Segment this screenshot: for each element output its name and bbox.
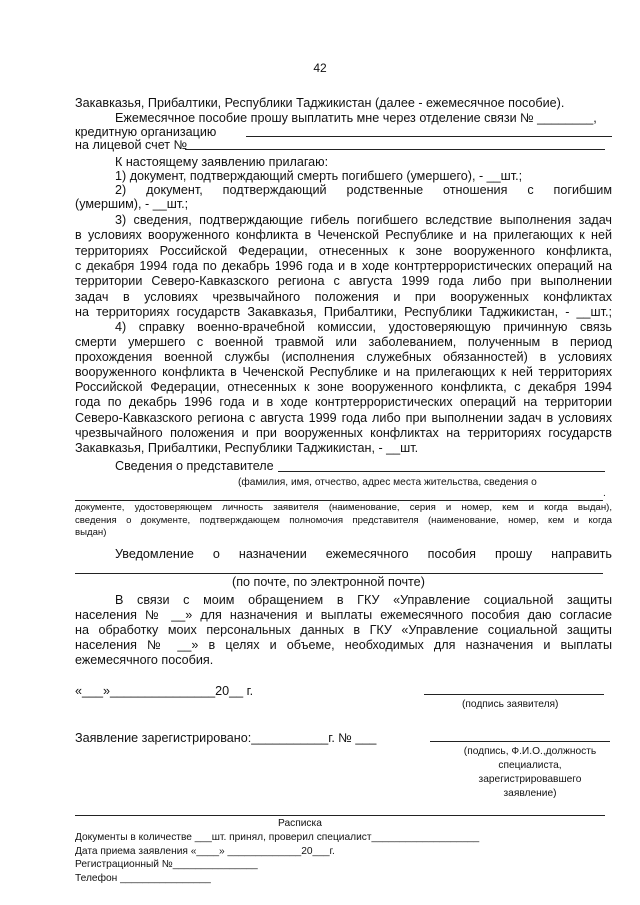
text-line: смерти умершего с военной травмой или заболеванием, полученным в период — [75, 335, 612, 349]
text-line: территориях Российской Федерации, отнесенных к зоне вооруженного конфликта, — [75, 244, 612, 258]
caption-line: документе, удостоверяющем личность заявителя (наименование, серия и номер, кем и когда выдан), — [75, 502, 612, 513]
label: Сведения о представителе — [115, 459, 274, 473]
receipt-phone: Телефон ________________ — [75, 873, 211, 884]
account-field[interactable] — [185, 149, 605, 150]
representative-field-2[interactable] — [75, 500, 603, 501]
text-line: Закавказья, Прибалтики, Республики Таджикистан, - __шт. — [75, 441, 419, 455]
text-line: Ежемесячное пособие прошу выплатить мне через отделение связи № ________, — [115, 111, 597, 125]
consent-line: населения № __» для назначения и выплаты ежемесячного пособия даю согласие — [75, 608, 612, 622]
date-field[interactable]: «___»_______________20__ г. — [75, 684, 254, 698]
text-line: на территориях государств Закавказья, Прибалтики, Республики Таджикистан, - __шт.; — [75, 305, 612, 319]
caption-line: сведения о документе, подтверждающем полномочия представителя (наименование, номер, кем и когда — [75, 515, 612, 526]
text-line: чрезвычайного положения и при вооруженных конфликтах на территориях государств — [75, 426, 612, 440]
text-line: 4) справку военно-врачебной комиссии, удостоверяющую причинную связь — [115, 320, 612, 334]
text-line: территории Северо-Кавказского региона с августа 1999 года либо при выполнении — [75, 274, 612, 288]
label: на лицевой счет № — [75, 138, 188, 152]
consent-line: ежемесячного пособия. — [75, 653, 214, 667]
text-line: прохождения военной службы (исполнения служебных обязанностей) в условиях — [75, 350, 612, 364]
consent-line: населения № __» в целях и объеме, необходимых для назначения и выплаты — [75, 638, 612, 652]
receipt-divider — [75, 815, 605, 816]
signature-caption: (подпись заявителя) — [462, 699, 559, 710]
notification-caption: (по почте, по электронной почте) — [232, 575, 425, 589]
text-line: года по декабрь 1996 года и в ходе контртеррористических операций на территории — [75, 395, 612, 409]
specialist-caption: зарегистрировавшего — [478, 774, 582, 785]
text-line: Северо-Кавказского региона с августа 1999 года либо при выполнении задач в условиях — [75, 411, 612, 425]
period: . — [603, 488, 606, 499]
account-line — [75, 137, 612, 153]
text-line: 3) сведения, подтверждающие гибель погибшего вследствие выполнения задач — [115, 213, 612, 227]
text-line: 1) документ, подтверждающий смерть погибшего (умершего), - __шт.; — [115, 169, 523, 183]
consent-line: В связи с моим обращением в ГКУ «Управление социальной защиты — [115, 593, 612, 607]
specialist-caption: (подпись, Ф.И.О.,должность — [463, 746, 597, 757]
text-line: Российской Федерации, отнесенных к зоне вооруженного конфликта, с декабря 1994 — [75, 380, 612, 394]
text-line: в условиях вооруженного конфликта в Чеченской Республике и на прилегающих к ней — [75, 228, 612, 242]
specialist-signature-field[interactable] — [430, 741, 610, 742]
text-line: с декабря 1994 года по декабрь 1996 года и в ходе контртеррористических операций на — [75, 259, 612, 273]
text-line: задач в условиях чрезвычайного положения и при вооруженных конфликтах — [75, 290, 612, 304]
consent-line: на обработку моих персональных данных в ГКУ «Управление социальной защиты — [75, 623, 612, 637]
specialist-caption: заявление) — [503, 788, 557, 799]
receipt-title: Расписка — [278, 818, 322, 829]
notification-line: Уведомление о назначении ежемесячного пособия прошу направить — [115, 547, 612, 561]
text-line: вооруженного конфликта в Чеченской Республике и на прилегающих к ней территориях — [75, 365, 612, 379]
receipt-date: Дата приема заявления «____» _____________20___г. — [75, 846, 335, 857]
label: кредитную организацию — [75, 125, 217, 139]
text-line: 2) документ, подтверждающий родственные отношения с погибшим — [115, 183, 612, 197]
receipt-docs: Документы в количестве ___шт. принял, проверил специалист___________________ — [75, 832, 480, 843]
page-number: 42 — [313, 61, 327, 75]
representative-caption: (фамилия, имя, отчество, адрес места жительства, сведения о — [238, 477, 537, 488]
registered-line: Заявление зарегистрировано:___________г. № ___ — [75, 731, 377, 745]
caption-line: выдан) — [75, 527, 107, 538]
text-line: Закавказья, Прибалтики, Республики Таджикистан (далее - ежемесячное пособие). — [75, 96, 565, 110]
applicant-signature-field[interactable] — [424, 694, 604, 695]
text-line: (умершим), - __шт.; — [75, 197, 189, 211]
receipt-reg-number: Регистрационный №_______________ — [75, 859, 258, 870]
representative-field[interactable] — [278, 471, 605, 472]
text-line: К настоящему заявлению прилагаю: — [115, 155, 329, 169]
specialist-caption: специалиста, — [498, 760, 562, 771]
